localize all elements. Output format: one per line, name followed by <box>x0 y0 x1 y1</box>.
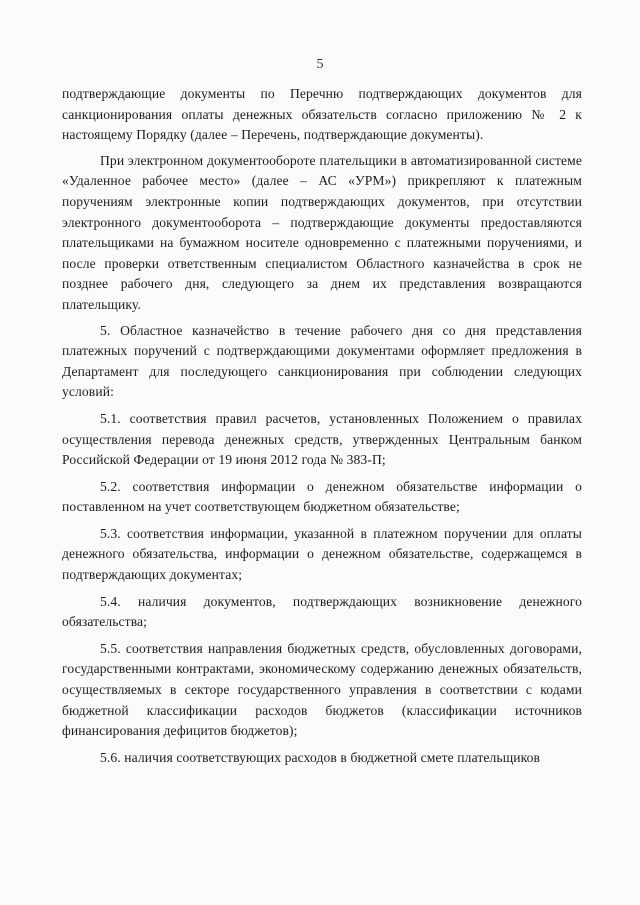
paragraph-section-5: 5. Областное казначейство в течение рабочего дня со дня представления платежных поручений с подтверждающими документами оформляет предложения в Департамент для последующего санкционирования при соблюдении следующих условий: <box>62 322 582 400</box>
list-item-5-3: 5.3. соответствия информации, указанной в платежном поручении для оплаты денежного обязательства, информации о денежном обязательстве, содержащемся в подтверждающих документах; <box>62 525 582 583</box>
list-item-5-1: 5.1. соответствия правил расчетов, установленных Положением о правилах осуществления перевода денежных средств, утвержденных Центральным банком Российской Федерации от 19 июня 2012 года № 383-П; <box>62 410 582 468</box>
list-item-5-2: 5.2. соответствия информации о денежном обязательстве информации о поставленном на учет соответствующем бюджетном обязательстве; <box>62 478 582 515</box>
document-body <box>62 84 582 768</box>
page-number: 5 <box>316 57 324 72</box>
list-item-5-4: 5.4. наличия документов, подтверждающих возникновение денежного обязательства; <box>62 593 582 630</box>
paragraph-continuation: подтверждающие документы по Перечню подтверждающих документов для санкционирования оплаты денежных обязательств согласно приложению № 2 к настоящему Порядку (далее – Перечень, подтверждающие документы). <box>62 86 582 143</box>
list-item-5-5: 5.5. соответствия направления бюджетных средств, обусловленных договорами, государственными контрактами, экономическому содержанию денежных обязательств, осуществляемых в секторе государственного управления в соответствии с кодами бюджетной классификации расходов бюджетов (классификации источников финансирования дефицитов бюджетов); <box>62 640 582 739</box>
paragraph-electronic-workflow: При электронном документообороте плательщики в автоматизированной системе «Удаленное рабочее место» (далее – АС «УРМ») прикрепляют к платежным поручениям электронные копии подтверждающих документов, при отсутствии электронного документооборота – подтверждающие документы предоставляются плательщиками на бумажном носителе одновременно с платежными поручениями, и после проверки ответственным специалистом Областного казначейства в срок не позднее рабочего дня, следующего за днем их представления возвращаются плательщику. <box>62 152 582 312</box>
list-item-5-6: 5.6. наличия соответствующих расходов в бюджетной смете плательщиков <box>100 749 541 765</box>
